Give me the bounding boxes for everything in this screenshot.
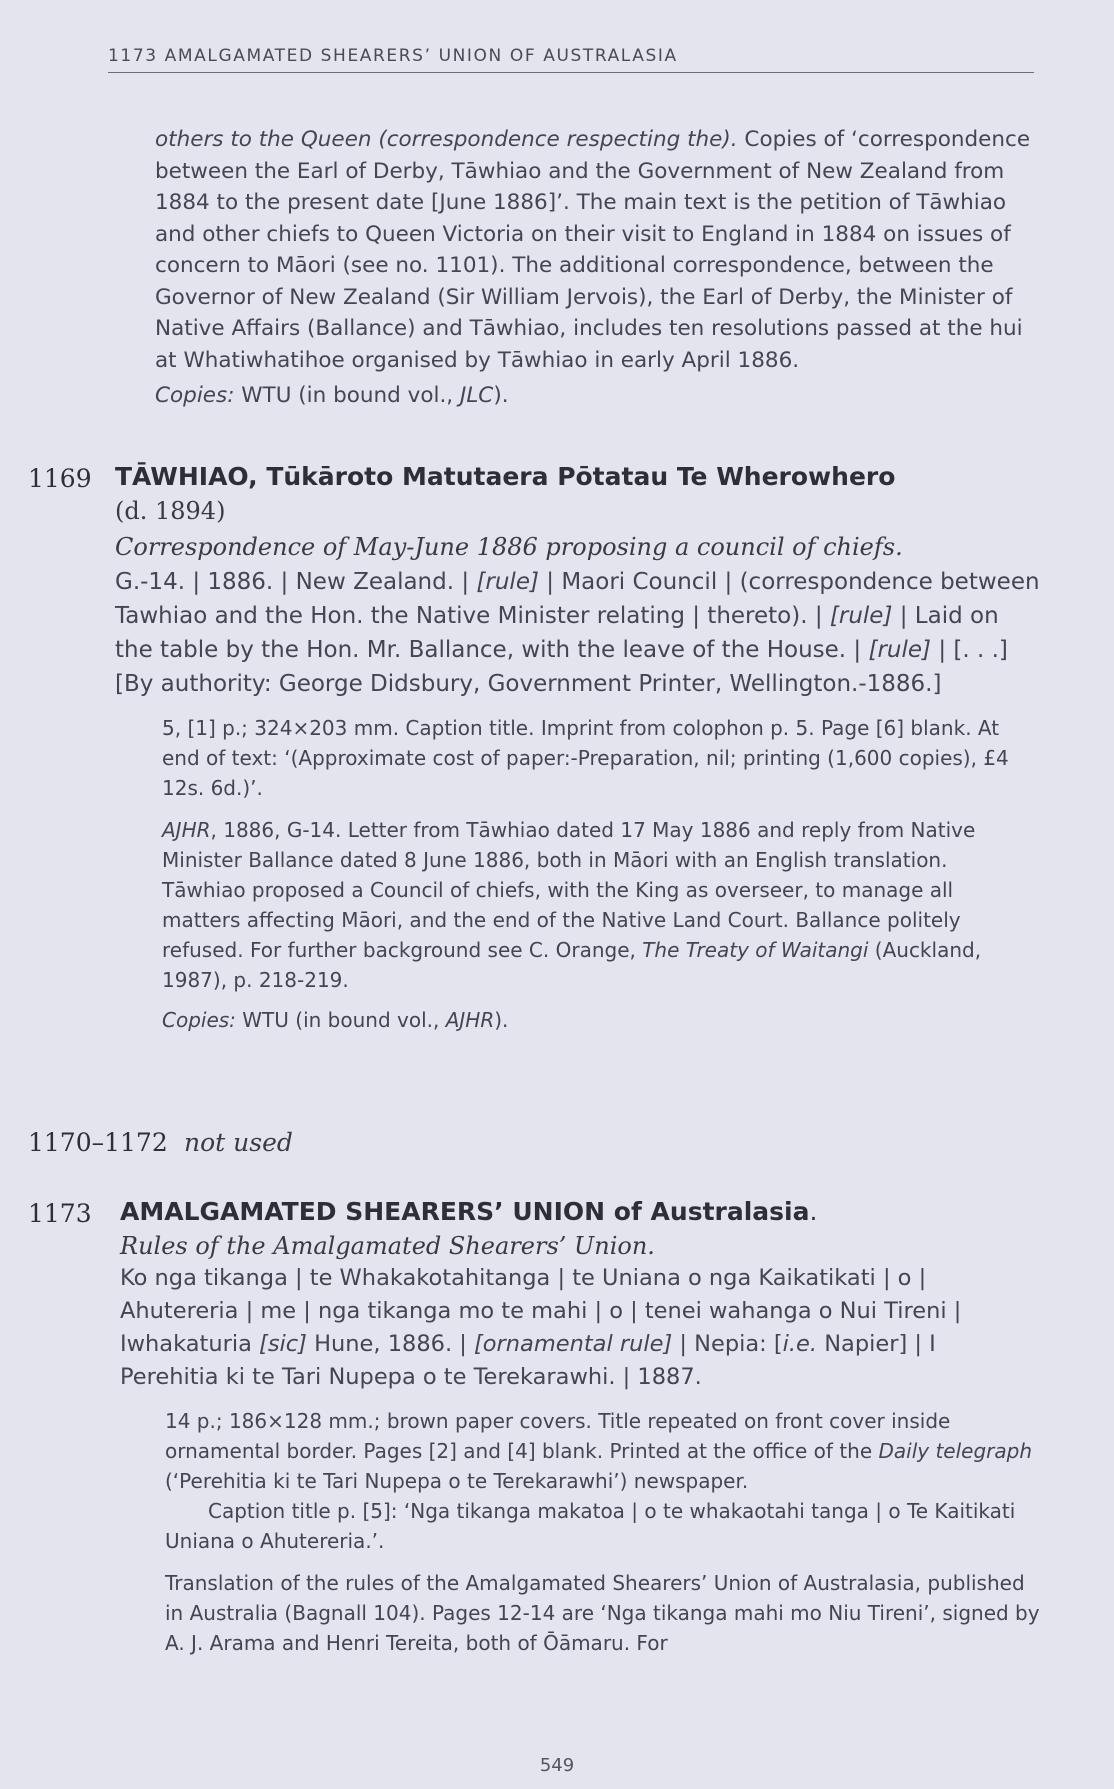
continued-copies: Copies: WTU (in bound vol., JLC). (155, 383, 509, 408)
title-transcription: Ko nga tikanga | te Whakakotahitanga | te Uniana o nga Kaikatikati | o | Ahutereria | me | nga tikanga mo te mahi | o | tenei wahanga o Nui Tireni | Iwhakaturia [sic] Hune, 1886. | [ornamental rule] | Nepia: [i.e. Napier] | I Perehitia ki te Tari Nupepa o te Terekarawhi. | 1887. (120, 1265, 962, 1390)
entry-heading: AMALGAMATED SHEARERS’ UNION of Australasia. (120, 1197, 818, 1226)
page-number: 549 (539, 1755, 575, 1776)
title-transcription: G.-14. | 1886. | New Zealand. | [rule] | Maori Council | (correspondence between Tawhiao and the Hon. the Native Minister relating | thereto). | [rule] | Laid on the table by the Hon. Mr. Ballance, with the leave of the House. | [rule] | [. . .] [By authority: George Didsbury, Government Printer, Wellington.-1886.] (115, 569, 1040, 697)
entry-note: Translation of the rules of the Amalgamated Shearers’ Union of Australasia, published in Australia (Bagnall 104). Pages 12-14 are ‘Nga tikanga mahi mo Niu Tireni’, signed by A. J. Arama and Henri Tereita, both of Ōāmaru. For (165, 1571, 1040, 1655)
continued-entry (0, 124, 1114, 412)
physical-description: 14 p.; 186×128 mm.; brown paper covers. Title repeated on front cover inside ornamental border. Pages [2] and [4] blank. Printed at the office of the Daily telegraph (‘Perehitia ki te Tari Nupepa o te Terekarawhi’) newspaper. (165, 1409, 1033, 1493)
entry-note: AJHR, 1886, G-14. Letter from Tāwhiao dated 17 May 1886 and reply from Native Minister Ballance dated 8 June 1886, both in Māori with an English translation. Tāwhiao proposed a Council of chiefs, with the King as overseer, to manage all matters affecting Māori, and the end of the Native Land Court. Ballance politely refused. For further background see C. Orange, The Treaty of Waitangi (Auckland, 1987), p. 218-219. (162, 818, 982, 992)
physical-description: 5, [1] p.; 324×203 mm. Caption title. Imprint from colophon p. 5. Page [6] blank. At end of text: ‘(Approximate cost of paper:-Preparation, nil; printing (1,600 copies), £4 12s. 6d.)’. (162, 716, 1009, 800)
entry-1169 (0, 462, 1114, 1035)
entry-title: Correspondence of May-June 1886 proposing a council of chiefs. (115, 533, 903, 561)
entry-1173 (0, 1197, 1114, 1658)
entry-heading: TĀWHIAO, Tūkāroto Matutaera Pōtatau Te Wherowhero (115, 462, 896, 491)
entry-copies: Copies: WTU (in bound vol., AJHR). (162, 1008, 509, 1032)
running-head: 1173 AMALGAMATED SHEARERS’ UNION OF AUSTRALASIA (108, 46, 678, 66)
entry-dates: (d. 1894) (115, 497, 226, 525)
unused-label: not used (184, 1128, 293, 1157)
continued-note: others to the Queen (correspondence respecting the). Copies of ‘correspondence between the Earl of Derby, Tāwhiao and the Government of New Zealand from 1884 to the present date [June 1886]’. The main text is the petition of Tāwhiao and other chiefs to Queen Victoria on their visit to England in 1884 on issues of concern to Māori (see no. 1101). The additional correspondence, between the Governor of New Zealand (Sir William Jervois), the Earl of Derby, the Minister of Native Affairs (Ballance) and Tāwhiao, includes ten resolutions passed at the hui at Whatiwhatihoe organised by Tāwhiao in early April 1886. (155, 127, 1031, 373)
entry-number: 1173 (28, 1199, 92, 1228)
unused-numbers: 1170–1172 (28, 1128, 168, 1157)
entry-number: 1169 (28, 464, 92, 493)
entry-title: Rules of the Amalgamated Shearers’ Union. (120, 1232, 655, 1260)
header-rule (108, 72, 1034, 73)
caption-title: Caption title p. [5]: ‘Nga tikanga makatoa | o te whakaotahi tanga | o Te Kaitikati Uniana o Ahutereria.’. (165, 1499, 1016, 1553)
